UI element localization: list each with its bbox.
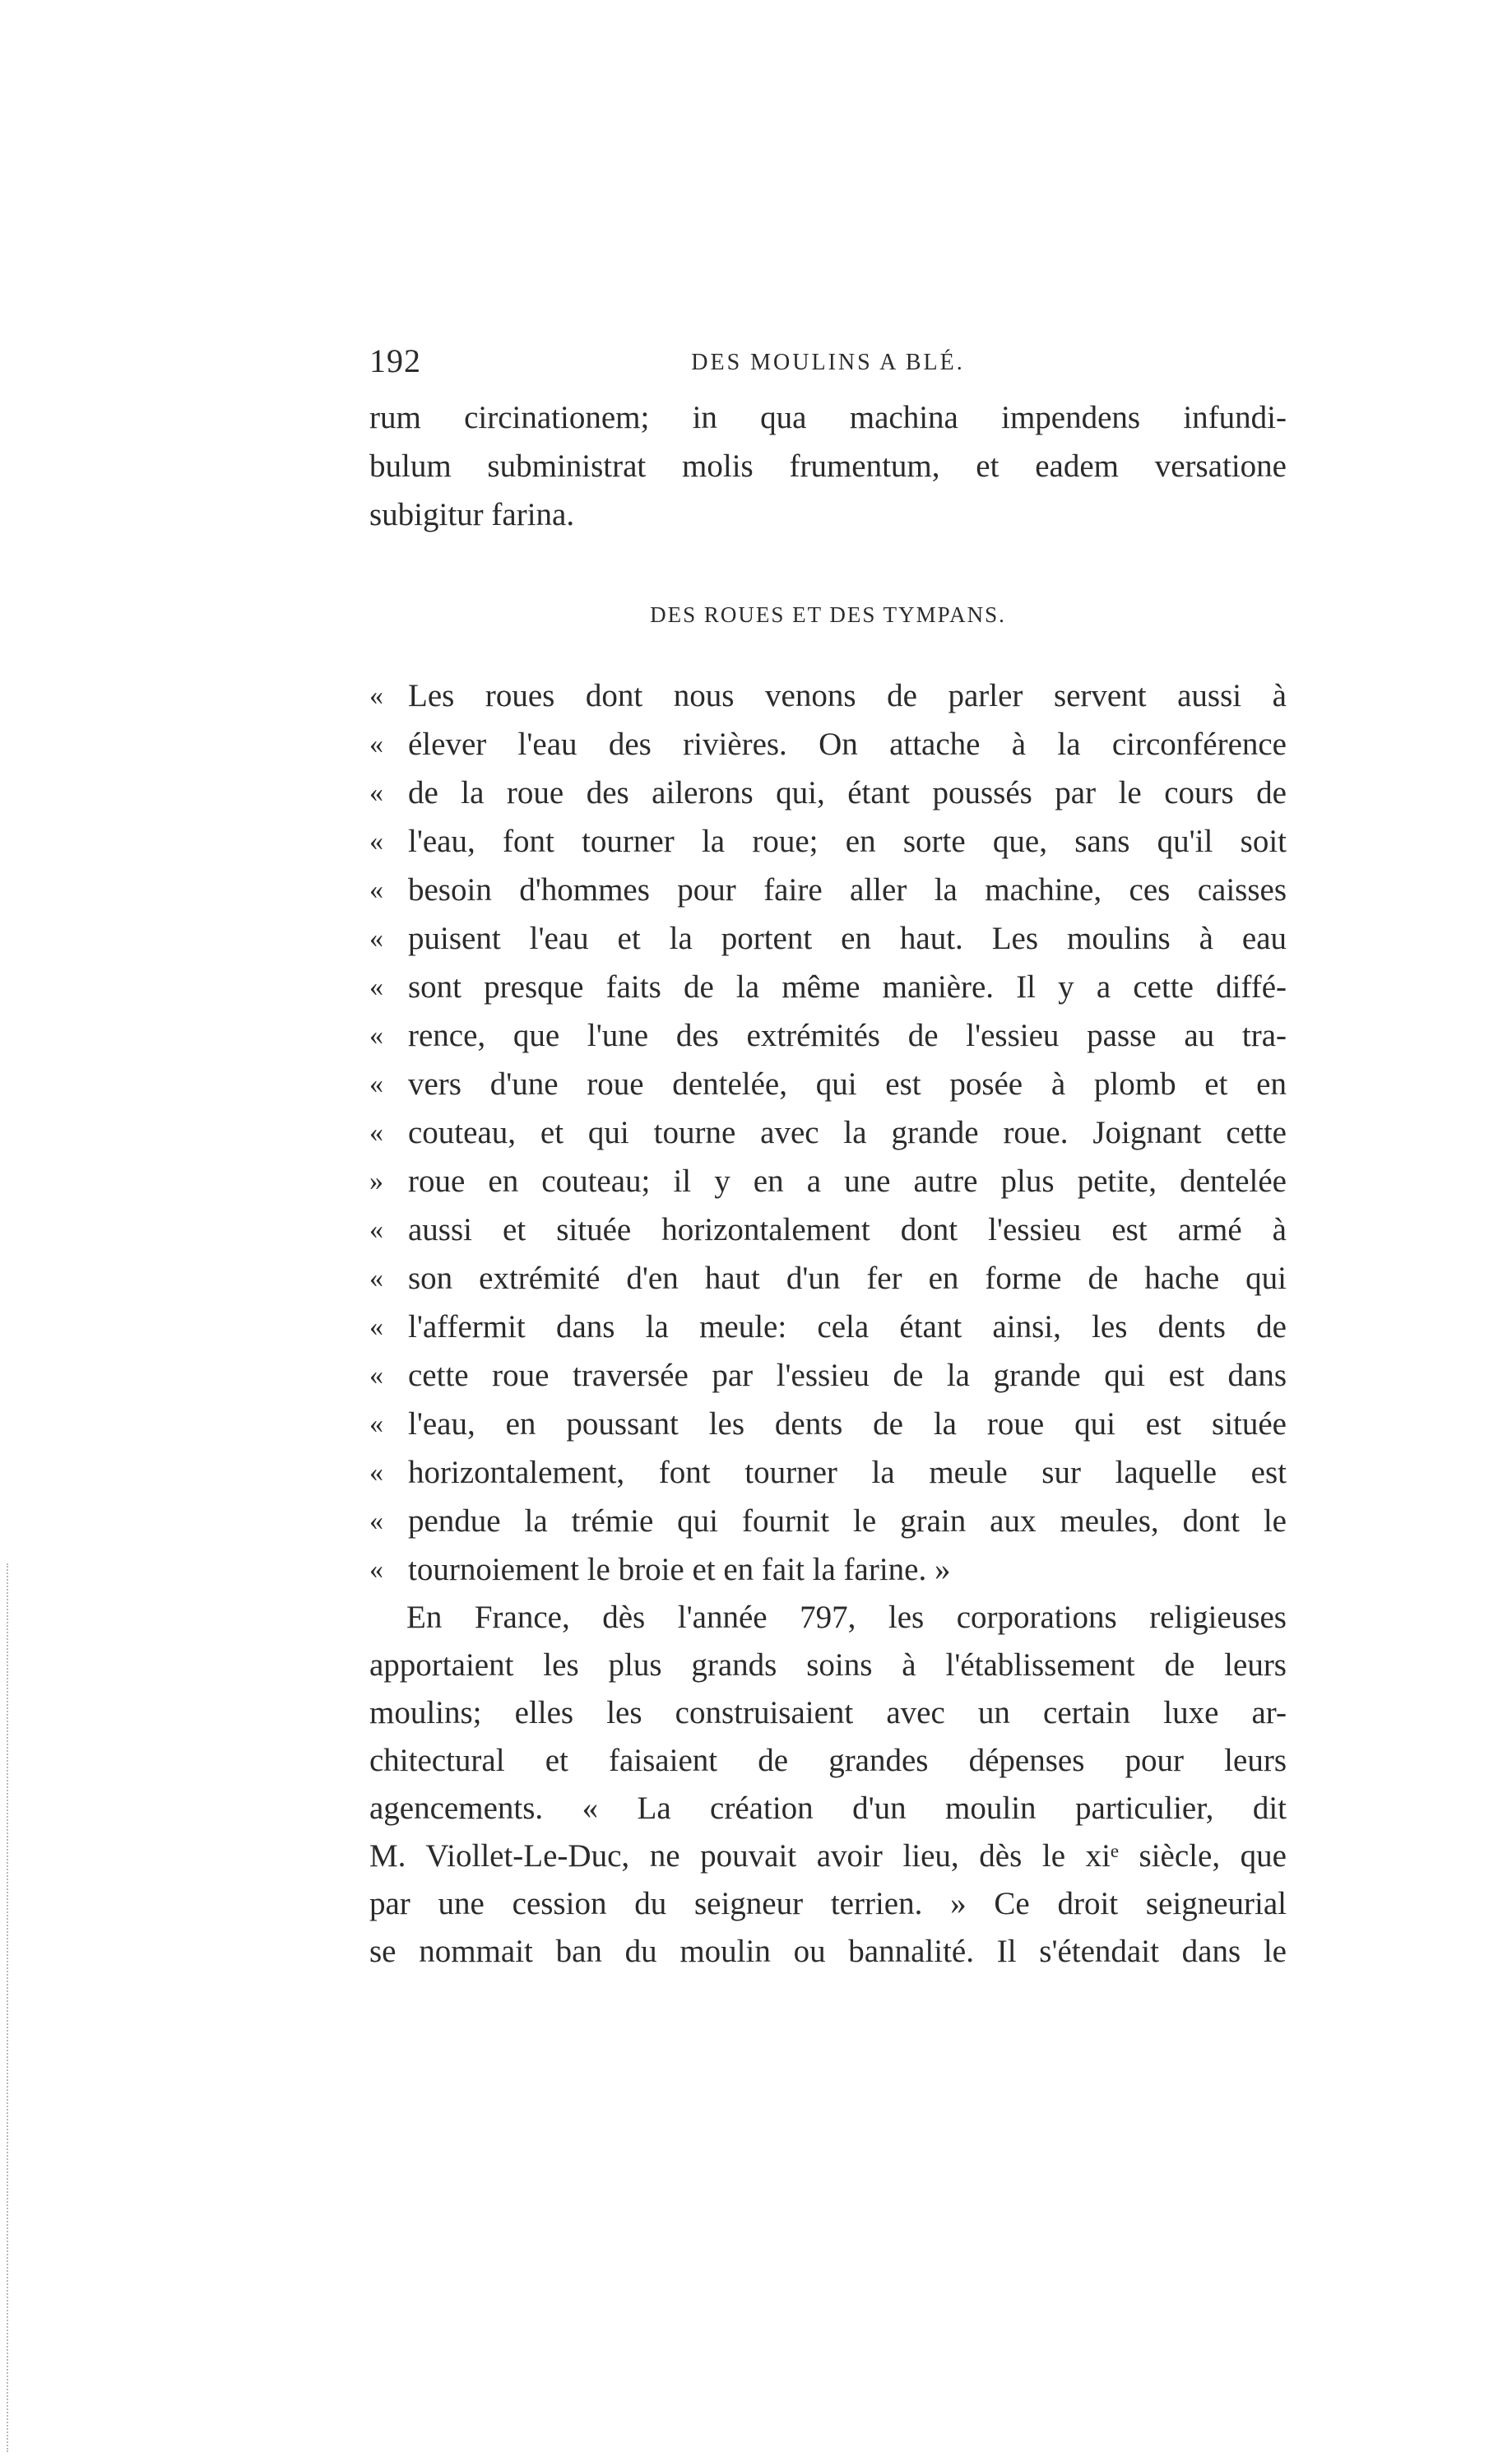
quote-mark: « [369, 1020, 383, 1051]
paragraph-line: par une cession du seigneur terrien. » Ce droit seigneurial [369, 1886, 1287, 1921]
quote-text: sont presque faits de la même manière. Il y a cette diffé- [408, 969, 1287, 1005]
quote-mark: » [369, 1166, 383, 1196]
quote-mark: « [369, 1409, 383, 1439]
quote-text: roue en couteau; il y en a une autre plus petite, dentelée [408, 1163, 1287, 1199]
quote-text: rence, que l'une des extrémités de l'essieu passe au tra- [408, 1018, 1287, 1053]
quote-text: l'eau, font tourner la roue; en sorte que, sans qu'il soit [408, 824, 1287, 859]
paragraph-line: se nommait ban du moulin ou bannalité. Il s'étendait dans le [369, 1934, 1287, 1969]
quote-line [369, 1545, 1287, 1595]
quote-mark: « [369, 875, 383, 905]
quote-line [369, 720, 1287, 769]
paragraph-line: apportaient les plus grands soins à l'établissement de leurs [369, 1647, 1287, 1683]
quote-line [369, 671, 1287, 721]
paragraph-line: moulins; elles les construisaient avec un certain luxe ar- [369, 1695, 1287, 1730]
quote-text: Les roues dont nous venons de parler servent aussi à [408, 678, 1287, 713]
quote-text: l'affermit dans la meule: cela étant ainsi, les dents de [408, 1309, 1287, 1345]
paragraph-line: agencements. « La création d'un moulin particulier, dit [369, 1790, 1287, 1826]
quote-text: tournoiement le broie et en fait la farine. » [408, 1552, 951, 1587]
running-head: DES MOULINS A BLÉ. [691, 350, 965, 375]
quote-mark: « [369, 778, 383, 808]
quote-line [369, 1400, 1287, 1449]
quote-text: cette roue traversée par l'essieu de la grande qui est dans [408, 1358, 1287, 1393]
quote-line [369, 1254, 1287, 1303]
quote-text: son extrémité d'en haut d'un fer en forme de hache qui [408, 1261, 1287, 1296]
paragraph-line: M. Viollet-Le-Duc, ne pouvait avoir lieu, dès le xiᵉ siècle, que [369, 1838, 1287, 1874]
intro-line-2: bulum subministrat molis frumentum, et eadem versatione [369, 448, 1287, 484]
quote-text: l'eau, en poussant les dents de la roue qui est située [408, 1406, 1287, 1442]
quote-mark: « [369, 1069, 383, 1099]
quote-mark: « [369, 1554, 383, 1585]
quote-line [369, 1448, 1287, 1498]
page-header [369, 341, 1287, 382]
quote-mark: « [369, 729, 383, 759]
quote-mark: « [369, 1263, 383, 1294]
quote-text: aussi et située horizontalement dont l'essieu est armé à [408, 1212, 1287, 1247]
quote-mark: « [369, 680, 383, 711]
quote-text: pendue la trémie qui fournit le grain aux meules, dont le [408, 1503, 1287, 1539]
quote-line [369, 1303, 1287, 1352]
quote-mark: « [369, 972, 383, 1002]
quote-text: horizontalement, font tourner la meule sur laquelle est [408, 1455, 1287, 1490]
quote-line [369, 963, 1287, 1012]
quote-text: puisent l'eau et la portent en haut. Les moulins à eau [408, 921, 1287, 956]
scan-margin-dots [7, 1563, 10, 2452]
quote-line [369, 914, 1287, 964]
quote-mark: « [369, 1506, 383, 1536]
paragraph-line: En France, dès l'année 797, les corporations religieuses [406, 1600, 1287, 1635]
quote-line [369, 1011, 1287, 1061]
quote-text: couteau, et qui tourne avec la grande roue. Joignant cette [408, 1115, 1287, 1150]
section-heading: DES ROUES ET DES TYMPANS. [650, 602, 1006, 627]
paragraph-line: chitectural et faisaient de grandes dépenses pour leurs [369, 1743, 1287, 1778]
quote-mark: « [369, 923, 383, 954]
quote-line [369, 817, 1287, 866]
page-number: 192 [369, 342, 421, 379]
quote-mark: « [369, 1360, 383, 1391]
quote-mark: « [369, 1457, 383, 1488]
quote-line [369, 1060, 1287, 1109]
quote-mark: « [369, 1215, 383, 1245]
quote-text: vers d'une roue dentelée, qui est posée à plomb et en [408, 1066, 1287, 1102]
quote-text: besoin d'hommes pour faire aller la machine, ces caisses [408, 872, 1287, 908]
quote-text: de la roue des ailerons qui, étant poussés par le cours de [408, 775, 1287, 810]
quote-line [369, 1497, 1287, 1546]
quote-mark: « [369, 826, 383, 857]
quote-text: élever l'eau des rivières. On attache à la circonférence [408, 727, 1287, 762]
quote-line [369, 1205, 1287, 1255]
quote-line [369, 866, 1287, 915]
quote-mark: « [369, 1117, 383, 1148]
quote-line [369, 1108, 1287, 1158]
quote-line [369, 1351, 1287, 1400]
intro-line-3: subigitur farina. [369, 497, 575, 532]
intro-line-1: rum circinationem; in qua machina impendens infundi- [369, 400, 1287, 435]
quote-line [369, 769, 1287, 818]
quote-mark: « [369, 1312, 383, 1342]
quote-line [369, 1157, 1287, 1206]
